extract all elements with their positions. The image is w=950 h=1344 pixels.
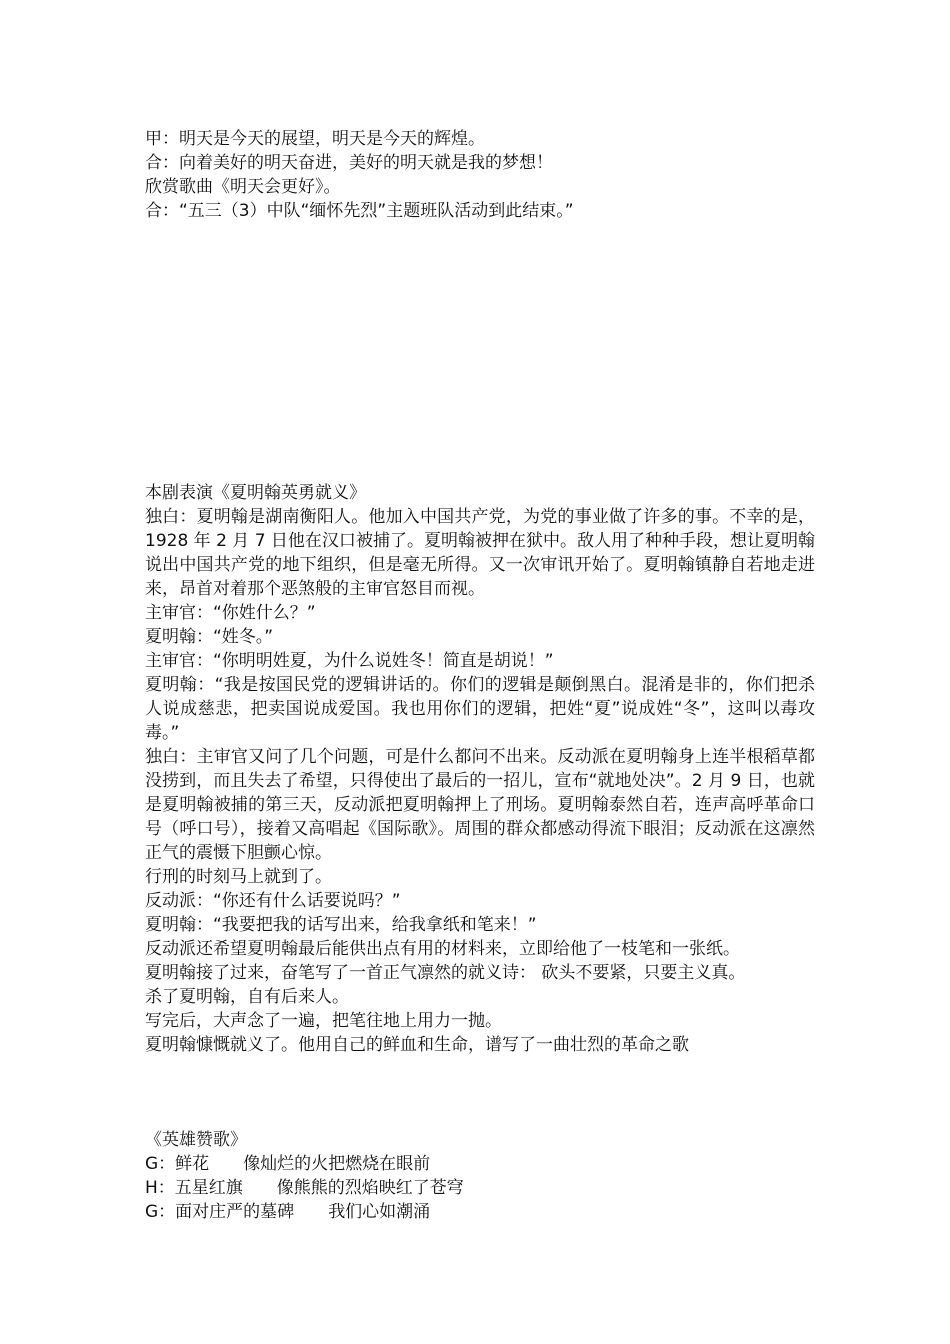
narration-paragraph: 独白：夏明翰是湖南衡阳人。他加入中国共产党，为党的事业做了许多的事。不幸的是，1928 年 2 月 7 日他在汉口被捕了。夏明翰被押在狱中。敌人用了种种手段，想让夏明翰说出中国共产党的地下组织，但是毫无所得。又一次审讯开始了。夏明翰镇静自若地走进来，昂首对着那个恶煞般的主审官怒目而视。 [145, 507, 815, 599]
closing-section [145, 127, 815, 223]
dialogue-line: 主审官：“你姓什么？” [145, 603, 316, 623]
poem-speaker-line: H：五星红旗 [145, 1178, 243, 1198]
text-line: 合：“五三（3）中队“缅怀先烈”主题班队活动到此结束。” [145, 201, 574, 221]
text-line: 夏明翰接了过来，奋笔写了一首正气凛然的就义诗： 砍头不要紧，只要主义真。 [145, 963, 746, 983]
text-line: 欣赏歌曲《明天会更好》。 [145, 177, 341, 197]
text-line: 行刑的时刻马上就到了。 [145, 867, 332, 887]
dialogue-line: 夏明翰：“姓冬。” [145, 627, 274, 647]
poem-title: 《英雄赞歌》 [145, 1130, 247, 1150]
text-line: 杀了夏明翰，自有后来人。 [145, 987, 349, 1007]
text-line: 反动派还希望夏明翰最后能供出点有用的材料来，立即给他了一枝笔和一张纸。 [145, 939, 740, 959]
poem-response-line: 像灿烂的火把燃烧在眼前 [243, 1154, 431, 1174]
poem-response-line: 我们心如潮涌 [328, 1202, 431, 1222]
poem-response-line: 像熊熊的烈焰映红了苍穹 [276, 1178, 464, 1198]
text-line: 夏明翰慷慨就义了。他用自己的鲜血和生命，谱写了一曲壮烈的革命之歌 [145, 1035, 689, 1055]
dialogue-paragraph: 夏明翰：“我是按国民党的逻辑讲话的。你们的逻辑是颠倒黑白。混淆是非的，你们把杀人说成慈悲，把卖国说成爱国。我也用你们的逻辑，把姓“夏”说成姓“冬”，这叫以毒攻毒。” [145, 675, 815, 743]
section-title: 本剧表演《夏明翰英勇就义》 [145, 483, 366, 503]
dialogue-line: 夏明翰：“我要把我的话写出来，给我拿纸和笔来！” [145, 915, 537, 935]
poem-row [145, 1152, 815, 1176]
poem-speaker-line: G：面对庄严的墓碑 [145, 1202, 295, 1222]
text-line: 合：向着美好的明天奋进，美好的明天就是我的梦想！ [145, 153, 553, 173]
poem-section [145, 1128, 815, 1224]
narration-paragraph: 独白：主审官又问了几个问题，可是什么都问不出来。反动派在夏明翰身上连半根稻草都没捞到，而且失去了希望，只得使出了最后的一招儿，宣布“就地处决”。2 月 9 日，也就是夏明翰被捕的第三天，反动派把夏明翰押上了刑场。夏明翰泰然自若，连声高呼革命口号（呼口号），接着又高唱起《国际歌》。周围的群众都感动得流下眼泪；反动派在这凛然正气的震慑下胆颤心惊。 [145, 747, 815, 863]
dialogue-line: 主审官：“你明明姓夏，为什么说姓冬！简直是胡说！” [145, 651, 554, 671]
text-line: 写完后，大声念了一遍，把笔往地上用力一抛。 [145, 1011, 502, 1031]
poem-speaker-line: G：鲜花 [145, 1154, 210, 1174]
poem-row [145, 1200, 815, 1224]
play-script-section [145, 481, 815, 1057]
poem-row [145, 1176, 815, 1200]
text-line: 甲：明天是今天的展望，明天是今天的辉煌。 [145, 129, 485, 149]
dialogue-line: 反动派：“你还有什么话要说吗？” [145, 891, 401, 911]
